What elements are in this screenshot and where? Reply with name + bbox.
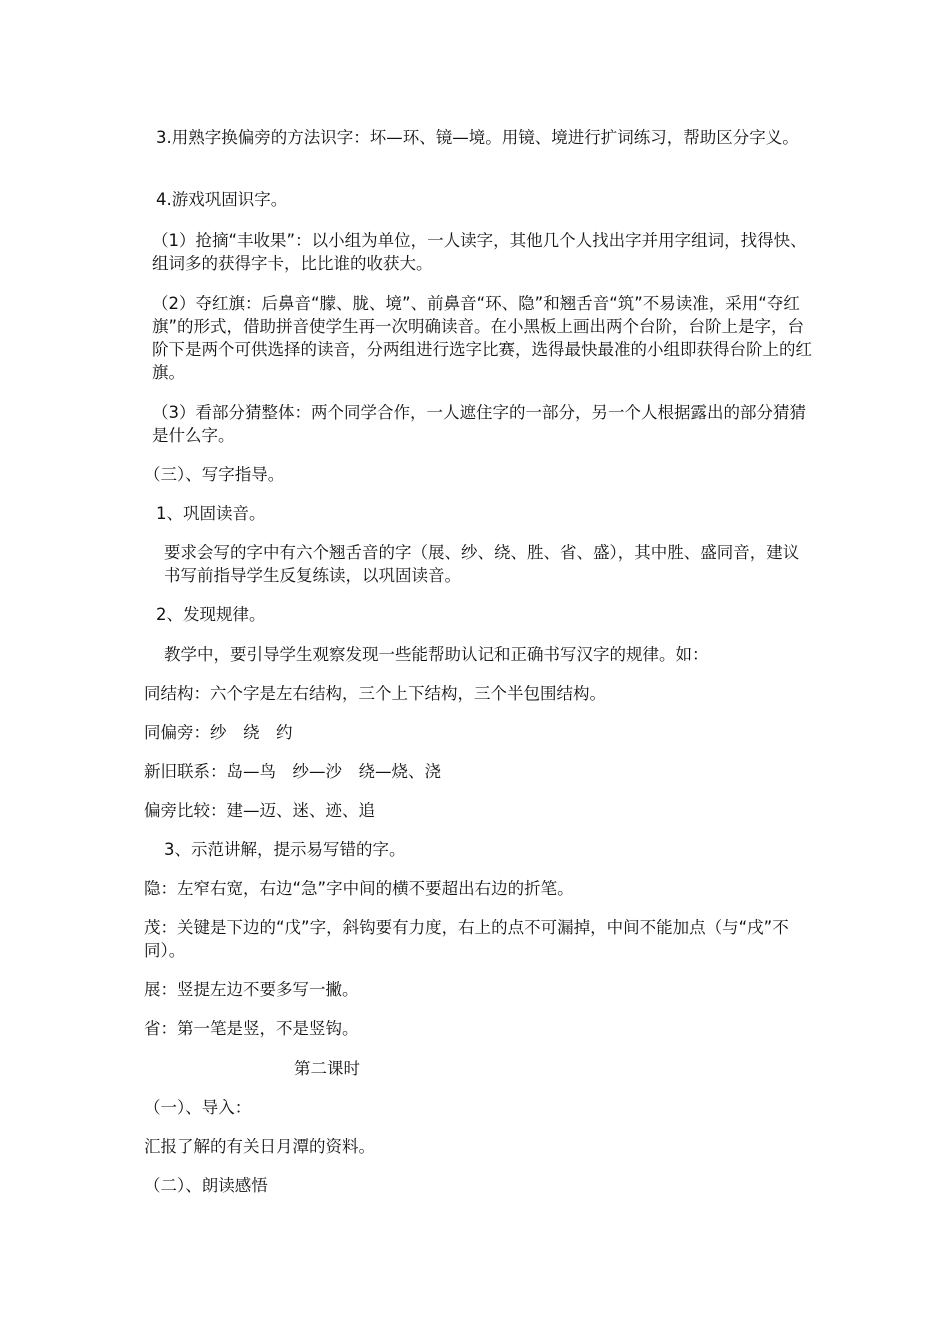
paragraph-same-radical: 同偏旁：纱 绕 约 bbox=[144, 723, 293, 742]
paragraph-guess-whole: （3）看部分猜整体：两个同学合作，一人遮住字的一部分，另一个人根据露出的部分猜猜是什么字。 bbox=[152, 403, 806, 445]
heading-reading-appreciation: （二）、朗读感悟 bbox=[144, 1176, 268, 1195]
section-title-second-lesson: 第二课时 bbox=[294, 1059, 360, 1078]
paragraph-old-new-link: 新旧联系：岛—鸟 纱—沙 绕—烧、浇 bbox=[144, 762, 441, 781]
heading-demonstration: 3、示范讲解，提示易写错的字。 bbox=[164, 840, 406, 859]
paragraph-same-structure: 同结构：六个字是左右结构，三个上下结构，三个半包围结构。 bbox=[144, 684, 606, 703]
paragraph-teaching-rules: 教学中，要引导学生观察发现一些能帮助认记和正确书写汉字的规律。如： bbox=[164, 645, 709, 664]
paragraph-char-yin: 隐：左窄右宽，右边“急”字中间的横不要超出右边的折笔。 bbox=[144, 879, 574, 898]
paragraph-game-review: 4.游戏巩固识字。 bbox=[156, 190, 288, 209]
paragraph-char-sheng: 省：第一笔是竖，不是竖钩。 bbox=[144, 1019, 359, 1038]
paragraph-char-mao: 茂：关键是下边的“戊”字，斜钩要有力度，右上的点不可漏掉，中间不能加点（与“戌”不同）。 bbox=[144, 918, 789, 960]
paragraph-method-radical: 3.用熟字换偏旁的方法识字：坏—环、镜—境。用镜、境进行扩词练习，帮助区分字义。 bbox=[156, 128, 799, 147]
heading-writing-guidance: （三）、写字指导。 bbox=[144, 465, 285, 484]
paragraph-retroflex-characters: 要求会写的字中有六个翘舌音的字（展、纱、绕、胜、省、盛），其中胜、盛同音，建议书写前指导学生反复练读，以巩固读音。 bbox=[164, 543, 800, 585]
paragraph-char-zhan: 展：竖提左边不要多写一撇。 bbox=[144, 980, 359, 999]
paragraph-radical-compare: 偏旁比较：建—迈、迷、迹、追 bbox=[144, 801, 375, 820]
paragraph-harvest-game: （1）抢摘“丰收果”：以小组为单位，一人读字，其他几个人找出字并用字组词，找得快、组词多的获得字卡，比比谁的收获大。 bbox=[152, 231, 807, 273]
paragraph-report-materials: 汇报了解的有关日月潭的资料。 bbox=[144, 1137, 375, 1156]
heading-discover-rules: 2、发现规律。 bbox=[156, 605, 266, 624]
paragraph-red-flag-game: （2）夺红旗：后鼻音“朦、胧、境”、前鼻音“环、隐”和翘舌音“筑”不易读准，采用“夺红旗”的形式，借助拼音使学生再一次明确读音。在小黑板上画出两个台阶，台阶上是字，台阶下是两个可供选择的读音，分两组进行选字比赛，选得最快最准的小组即获得台阶上的红旗。 bbox=[152, 294, 812, 382]
heading-consolidate-pronunciation: 1、巩固读音。 bbox=[156, 504, 266, 523]
heading-introduction: （一）、导入： bbox=[144, 1098, 252, 1117]
